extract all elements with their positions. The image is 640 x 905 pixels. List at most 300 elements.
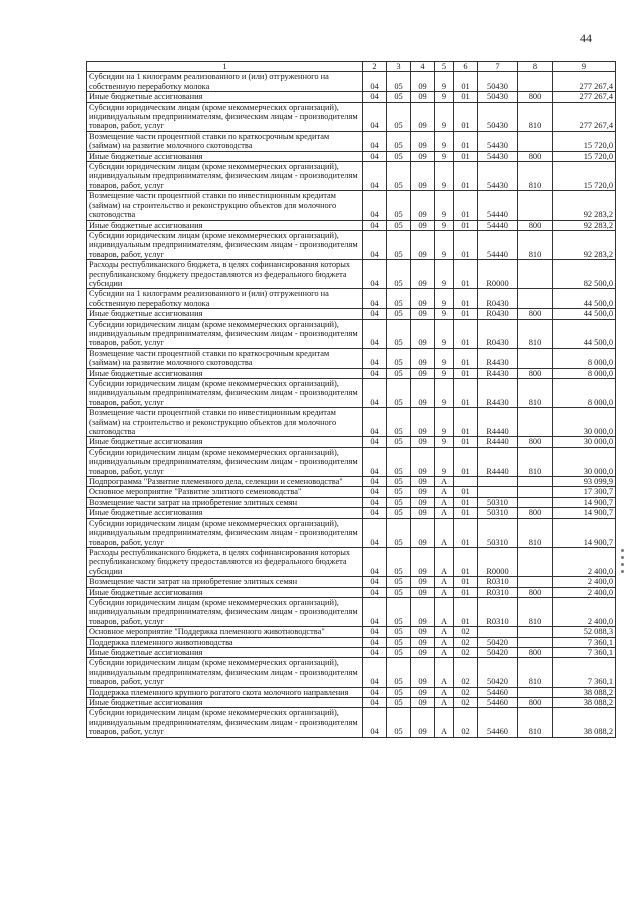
row-target-item: 54460	[478, 698, 518, 708]
row-section: 05	[387, 647, 411, 657]
row-expense-type: 800	[518, 508, 553, 518]
row-subsection: 09	[411, 487, 435, 497]
row-gov-code: 04	[363, 348, 387, 368]
row-target-item	[478, 477, 518, 487]
row-subsection: 09	[411, 319, 435, 348]
row-name: Субсидии юридическим лицам (кроме некоммерческих организаций), индивидуальным предпринимателям, физическим лицам - производителям товаров, работ, услуг	[87, 708, 363, 737]
row-section: 05	[387, 162, 411, 191]
row-subsection: 09	[411, 587, 435, 597]
row-subsection: 09	[411, 708, 435, 737]
row-section: 05	[387, 131, 411, 151]
row-name: Субсидии юридическим лицам (кроме некоммерческих организаций), индивидуальным предпринимателям, физическим лицам - производителям товаров, работ, услуг	[87, 319, 363, 348]
table-header-row	[87, 62, 616, 72]
row-gov-code: 04	[363, 497, 387, 507]
row-program: А	[435, 647, 454, 657]
row-target-item: R0310	[478, 577, 518, 587]
row-program: А	[435, 547, 454, 576]
row-amount: 17 300,7	[553, 487, 616, 497]
row-amount: 8 000,0	[553, 348, 616, 368]
row-subsection: 09	[411, 687, 435, 697]
row-program: 9	[435, 348, 454, 368]
table-row	[87, 408, 616, 437]
row-gov-code: 04	[363, 447, 387, 476]
row-target-item: 50310	[478, 497, 518, 507]
header-col-7: 7	[478, 62, 518, 72]
row-name: Возмещение части затрат на приобретение элитных семян	[87, 497, 363, 507]
row-gov-code: 04	[363, 708, 387, 737]
row-amount: 2 400,0	[553, 587, 616, 597]
row-amount: 44 500,0	[553, 319, 616, 348]
row-subprogram: 01	[454, 162, 478, 191]
row-subsection: 09	[411, 92, 435, 102]
row-subprogram: 01	[454, 577, 478, 587]
row-gov-code: 04	[363, 577, 387, 587]
row-name: Субсидии юридическим лицам (кроме некоммерческих организаций), индивидуальным предпринимателям, физическим лицам - производителям товаров, работ, услуг	[87, 379, 363, 408]
row-section: 05	[387, 577, 411, 587]
table-row	[87, 658, 616, 687]
row-expense-type: 800	[518, 437, 553, 447]
row-name: Иные бюджетные ассигнования	[87, 309, 363, 319]
row-target-item: 50310	[478, 518, 518, 547]
row-section: 05	[387, 408, 411, 437]
row-subprogram: 01	[454, 408, 478, 437]
row-expense-type: 800	[518, 151, 553, 161]
row-subprogram: 01	[454, 497, 478, 507]
table-row	[87, 597, 616, 626]
row-program: 9	[435, 260, 454, 289]
row-subprogram: 01	[454, 587, 478, 597]
row-subsection: 09	[411, 637, 435, 647]
row-program: 9	[435, 131, 454, 151]
row-amount: 2 400,0	[553, 597, 616, 626]
row-program: 9	[435, 447, 454, 476]
row-program: 9	[435, 408, 454, 437]
header-col-8: 8	[518, 62, 553, 72]
row-section: 05	[387, 658, 411, 687]
row-name: Иные бюджетные ассигнования	[87, 647, 363, 657]
row-subprogram: 01	[454, 379, 478, 408]
row-section: 05	[387, 191, 411, 220]
row-amount: 15 720,0	[553, 151, 616, 161]
row-subprogram: 02	[454, 647, 478, 657]
row-name: Поддержка племенного крупного рогатого скота молочного направления	[87, 687, 363, 697]
row-section: 05	[387, 348, 411, 368]
row-name: Иные бюджетные ассигнования	[87, 151, 363, 161]
row-subsection: 09	[411, 437, 435, 447]
row-target-item: 50430	[478, 72, 518, 92]
row-section: 05	[387, 368, 411, 378]
row-expense-type: 810	[518, 379, 553, 408]
row-subsection: 09	[411, 348, 435, 368]
row-subprogram: 02	[454, 637, 478, 647]
table-row	[87, 131, 616, 151]
row-section: 05	[387, 72, 411, 92]
row-gov-code: 04	[363, 687, 387, 697]
row-target-item: R4430	[478, 379, 518, 408]
table-row	[87, 379, 616, 408]
row-subprogram: 01	[454, 348, 478, 368]
row-subsection: 09	[411, 577, 435, 587]
row-gov-code: 04	[363, 230, 387, 259]
row-gov-code: 04	[363, 487, 387, 497]
row-target-item: 54460	[478, 708, 518, 737]
row-expense-type	[518, 289, 553, 309]
row-subprogram: 01	[454, 487, 478, 497]
row-expense-type: 810	[518, 319, 553, 348]
row-program: А	[435, 477, 454, 487]
table-row	[87, 637, 616, 647]
row-gov-code: 04	[363, 92, 387, 102]
row-subprogram: 01	[454, 102, 478, 131]
table-row	[87, 260, 616, 289]
row-target-item: R4430	[478, 368, 518, 378]
row-program: А	[435, 658, 454, 687]
row-target-item: 50420	[478, 658, 518, 687]
row-subsection: 09	[411, 547, 435, 576]
row-amount: 277 267,4	[553, 102, 616, 131]
row-subprogram: 01	[454, 319, 478, 348]
row-gov-code: 04	[363, 547, 387, 576]
row-section: 05	[387, 289, 411, 309]
row-section: 05	[387, 379, 411, 408]
row-expense-type	[518, 547, 553, 576]
row-subsection: 09	[411, 497, 435, 507]
row-target-item: 54430	[478, 162, 518, 191]
row-gov-code: 04	[363, 72, 387, 92]
row-subprogram: 01	[454, 597, 478, 626]
row-amount: 2 400,0	[553, 577, 616, 587]
row-subsection: 09	[411, 518, 435, 547]
row-subprogram: 02	[454, 658, 478, 687]
row-subprogram: 01	[454, 547, 478, 576]
row-name: Иные бюджетные ассигнования	[87, 698, 363, 708]
table-row	[87, 92, 616, 102]
row-subprogram: 01	[454, 191, 478, 220]
row-expense-type: 800	[518, 368, 553, 378]
row-gov-code: 04	[363, 151, 387, 161]
row-amount: 38 088,2	[553, 698, 616, 708]
row-gov-code: 04	[363, 379, 387, 408]
row-gov-code: 04	[363, 587, 387, 597]
row-expense-type: 800	[518, 220, 553, 230]
row-subprogram: 01	[454, 309, 478, 319]
row-program: А	[435, 597, 454, 626]
row-expense-type	[518, 191, 553, 220]
row-subsection: 09	[411, 658, 435, 687]
row-target-item: R4430	[478, 348, 518, 368]
row-expense-type: 810	[518, 708, 553, 737]
row-target-item: R0430	[478, 319, 518, 348]
row-program: А	[435, 518, 454, 547]
row-program: 9	[435, 92, 454, 102]
row-section: 05	[387, 151, 411, 161]
row-program: 9	[435, 151, 454, 161]
row-gov-code: 04	[363, 289, 387, 309]
row-expense-type: 810	[518, 658, 553, 687]
row-amount: 7 360,1	[553, 658, 616, 687]
table-row	[87, 437, 616, 447]
row-program: 9	[435, 309, 454, 319]
row-subprogram: 01	[454, 131, 478, 151]
row-amount: 14 900,7	[553, 518, 616, 547]
row-expense-type	[518, 687, 553, 697]
row-target-item: R4440	[478, 437, 518, 447]
row-name: Основное мероприятие "Поддержка племенного животноводства"	[87, 627, 363, 637]
row-gov-code: 04	[363, 647, 387, 657]
row-program: 9	[435, 191, 454, 220]
table-row	[87, 497, 616, 507]
row-name: Иные бюджетные ассигнования	[87, 92, 363, 102]
row-subsection: 09	[411, 597, 435, 626]
row-amount: 15 720,0	[553, 162, 616, 191]
row-section: 05	[387, 627, 411, 637]
row-section: 05	[387, 637, 411, 647]
row-program: 9	[435, 220, 454, 230]
row-name: Расходы республиканского бюджета, в целях софинансирования которых республиканскому бюджету предоставляются из федерального бюджета субсидии	[87, 547, 363, 576]
header-col-6: 6	[454, 62, 478, 72]
row-program: 9	[435, 72, 454, 92]
row-expense-type	[518, 348, 553, 368]
row-name: Иные бюджетные ассигнования	[87, 368, 363, 378]
row-name: Субсидии юридическим лицам (кроме некоммерческих организаций), индивидуальным предпринимателям, физическим лицам - производителям товаров, работ, услуг	[87, 658, 363, 687]
row-subsection: 09	[411, 72, 435, 92]
row-subsection: 09	[411, 477, 435, 487]
row-program: А	[435, 698, 454, 708]
row-subprogram: 01	[454, 518, 478, 547]
row-section: 05	[387, 260, 411, 289]
row-subprogram: 01	[454, 508, 478, 518]
table-row	[87, 647, 616, 657]
row-expense-type: 810	[518, 102, 553, 131]
row-subsection: 09	[411, 309, 435, 319]
row-section: 05	[387, 319, 411, 348]
row-section: 05	[387, 518, 411, 547]
row-expense-type: 810	[518, 230, 553, 259]
row-subsection: 09	[411, 508, 435, 518]
row-name: Возмещение части процентной ставки по краткосрочным кредитам (займам) на развитие молочного скотоводства	[87, 348, 363, 368]
row-expense-type	[518, 131, 553, 151]
table-row	[87, 518, 616, 547]
row-gov-code: 04	[363, 477, 387, 487]
row-amount: 2 400,0	[553, 547, 616, 576]
row-target-item	[478, 627, 518, 637]
table-row	[87, 627, 616, 637]
row-amount: 30 000,0	[553, 408, 616, 437]
table-row	[87, 230, 616, 259]
table-row	[87, 191, 616, 220]
row-program: А	[435, 508, 454, 518]
row-name: Иные бюджетные ассигнования	[87, 220, 363, 230]
row-subprogram: 01	[454, 447, 478, 476]
row-section: 05	[387, 102, 411, 131]
row-subsection: 09	[411, 447, 435, 476]
row-expense-type: 800	[518, 92, 553, 102]
row-subprogram: 02	[454, 687, 478, 697]
row-target-item: 50420	[478, 647, 518, 657]
margin-dots	[615, 545, 629, 585]
row-subsection: 09	[411, 230, 435, 259]
row-amount: 38 088,2	[553, 687, 616, 697]
row-amount: 8 000,0	[553, 368, 616, 378]
table-row	[87, 577, 616, 587]
row-target-item: R0310	[478, 597, 518, 626]
row-program: А	[435, 637, 454, 647]
row-gov-code: 04	[363, 220, 387, 230]
row-section: 05	[387, 497, 411, 507]
row-amount: 277 267,4	[553, 92, 616, 102]
row-program: 9	[435, 230, 454, 259]
row-expense-type	[518, 577, 553, 587]
row-amount: 277 267,4	[553, 72, 616, 92]
row-subsection: 09	[411, 220, 435, 230]
table-row	[87, 72, 616, 92]
row-expense-type: 810	[518, 518, 553, 547]
table-row	[87, 487, 616, 497]
row-section: 05	[387, 698, 411, 708]
row-section: 05	[387, 547, 411, 576]
row-target-item: 54460	[478, 687, 518, 697]
table-row	[87, 348, 616, 368]
row-subsection: 09	[411, 131, 435, 151]
row-expense-type	[518, 487, 553, 497]
row-name: Субсидии юридическим лицам (кроме некоммерческих организаций), индивидуальным предпринимателям, физическим лицам - производителям товаров, работ, услуг	[87, 102, 363, 131]
row-subprogram: 01	[454, 289, 478, 309]
row-target-item: 50420	[478, 637, 518, 647]
row-gov-code: 04	[363, 191, 387, 220]
row-subprogram: 01	[454, 151, 478, 161]
row-section: 05	[387, 487, 411, 497]
row-expense-type: 800	[518, 698, 553, 708]
row-gov-code: 04	[363, 637, 387, 647]
table-row	[87, 477, 616, 487]
row-program: А	[435, 708, 454, 737]
row-amount: 14 900,7	[553, 497, 616, 507]
row-program: 9	[435, 162, 454, 191]
row-target-item: R0310	[478, 587, 518, 597]
row-section: 05	[387, 92, 411, 102]
budget-table	[86, 61, 616, 738]
row-section: 05	[387, 230, 411, 259]
row-section: 05	[387, 587, 411, 597]
table-row	[87, 698, 616, 708]
row-amount: 15 720,0	[553, 131, 616, 151]
row-target-item: 54440	[478, 191, 518, 220]
row-target-item: 54440	[478, 220, 518, 230]
row-amount: 93 099,9	[553, 477, 616, 487]
row-target-item: R0000	[478, 547, 518, 576]
row-target-item: 50310	[478, 508, 518, 518]
row-expense-type: 800	[518, 587, 553, 597]
row-target-item: R4440	[478, 408, 518, 437]
header-col-1: 1	[87, 62, 363, 72]
row-amount: 44 500,0	[553, 309, 616, 319]
row-program: А	[435, 627, 454, 637]
row-section: 05	[387, 687, 411, 697]
row-expense-type: 810	[518, 447, 553, 476]
row-target-item: 54430	[478, 151, 518, 161]
row-target-item: R0000	[478, 260, 518, 289]
row-amount: 44 500,0	[553, 289, 616, 309]
row-target-item: 54440	[478, 230, 518, 259]
row-program: А	[435, 687, 454, 697]
table-row	[87, 687, 616, 697]
table-row	[87, 151, 616, 161]
row-program: 9	[435, 379, 454, 408]
row-expense-type	[518, 627, 553, 637]
row-expense-type	[518, 260, 553, 289]
row-program: А	[435, 577, 454, 587]
row-gov-code: 04	[363, 102, 387, 131]
row-name: Субсидии юридическим лицам (кроме некоммерческих организаций), индивидуальным предпринимателям, физическим лицам - производителям товаров, работ, услуг	[87, 597, 363, 626]
table-row	[87, 547, 616, 576]
row-subsection: 09	[411, 627, 435, 637]
header-col-4: 4	[411, 62, 435, 72]
row-subsection: 09	[411, 368, 435, 378]
row-subsection: 09	[411, 647, 435, 657]
row-section: 05	[387, 508, 411, 518]
row-program: 9	[435, 102, 454, 131]
row-section: 05	[387, 437, 411, 447]
row-expense-type	[518, 497, 553, 507]
table-row	[87, 587, 616, 597]
table-row	[87, 368, 616, 378]
table-row	[87, 289, 616, 309]
row-gov-code: 04	[363, 162, 387, 191]
row-target-item: R0430	[478, 289, 518, 309]
row-name: Возмещение части процентной ставки по краткосрочным кредитам (займам) на развитие молочного скотоводства	[87, 131, 363, 151]
row-subsection: 09	[411, 289, 435, 309]
row-subprogram: 01	[454, 92, 478, 102]
row-subsection: 09	[411, 191, 435, 220]
row-name: Иные бюджетные ассигнования	[87, 508, 363, 518]
row-expense-type	[518, 477, 553, 487]
row-gov-code: 04	[363, 368, 387, 378]
row-gov-code: 04	[363, 658, 387, 687]
row-gov-code: 04	[363, 260, 387, 289]
row-subsection: 09	[411, 408, 435, 437]
row-name: Основное мероприятие "Развитие элитного семеноводства"	[87, 487, 363, 497]
row-expense-type	[518, 408, 553, 437]
row-subsection: 09	[411, 698, 435, 708]
row-subprogram: 01	[454, 260, 478, 289]
row-subsection: 09	[411, 102, 435, 131]
row-amount: 92 283,2	[553, 230, 616, 259]
row-name: Возмещение части затрат на приобретение элитных семян	[87, 577, 363, 587]
row-subsection: 09	[411, 379, 435, 408]
row-target-item: 50430	[478, 92, 518, 102]
table-body	[87, 72, 616, 737]
row-amount: 92 283,2	[553, 191, 616, 220]
table-row	[87, 309, 616, 319]
row-subprogram: 02	[454, 627, 478, 637]
row-expense-type	[518, 637, 553, 647]
row-program: 9	[435, 289, 454, 309]
row-amount: 30 000,0	[553, 437, 616, 447]
row-name: Субсидии на 1 килограмм реализованного и (или) отгруженного на собственную переработку молока	[87, 72, 363, 92]
row-amount: 30 000,0	[553, 447, 616, 476]
row-subsection: 09	[411, 162, 435, 191]
row-name: Подпрограмма "Развитие племенного дела, селекции и семеноводства"	[87, 477, 363, 487]
table-row	[87, 508, 616, 518]
row-name: Иные бюджетные ассигнования	[87, 437, 363, 447]
row-program: 9	[435, 368, 454, 378]
header-col-5: 5	[435, 62, 454, 72]
table-row	[87, 220, 616, 230]
row-subprogram: 02	[454, 698, 478, 708]
row-name: Субсидии юридическим лицам (кроме некоммерческих организаций), индивидуальным предпринимателям, физическим лицам - производителям товаров, работ, услуг	[87, 447, 363, 476]
row-expense-type: 810	[518, 162, 553, 191]
row-amount: 14 900,7	[553, 508, 616, 518]
